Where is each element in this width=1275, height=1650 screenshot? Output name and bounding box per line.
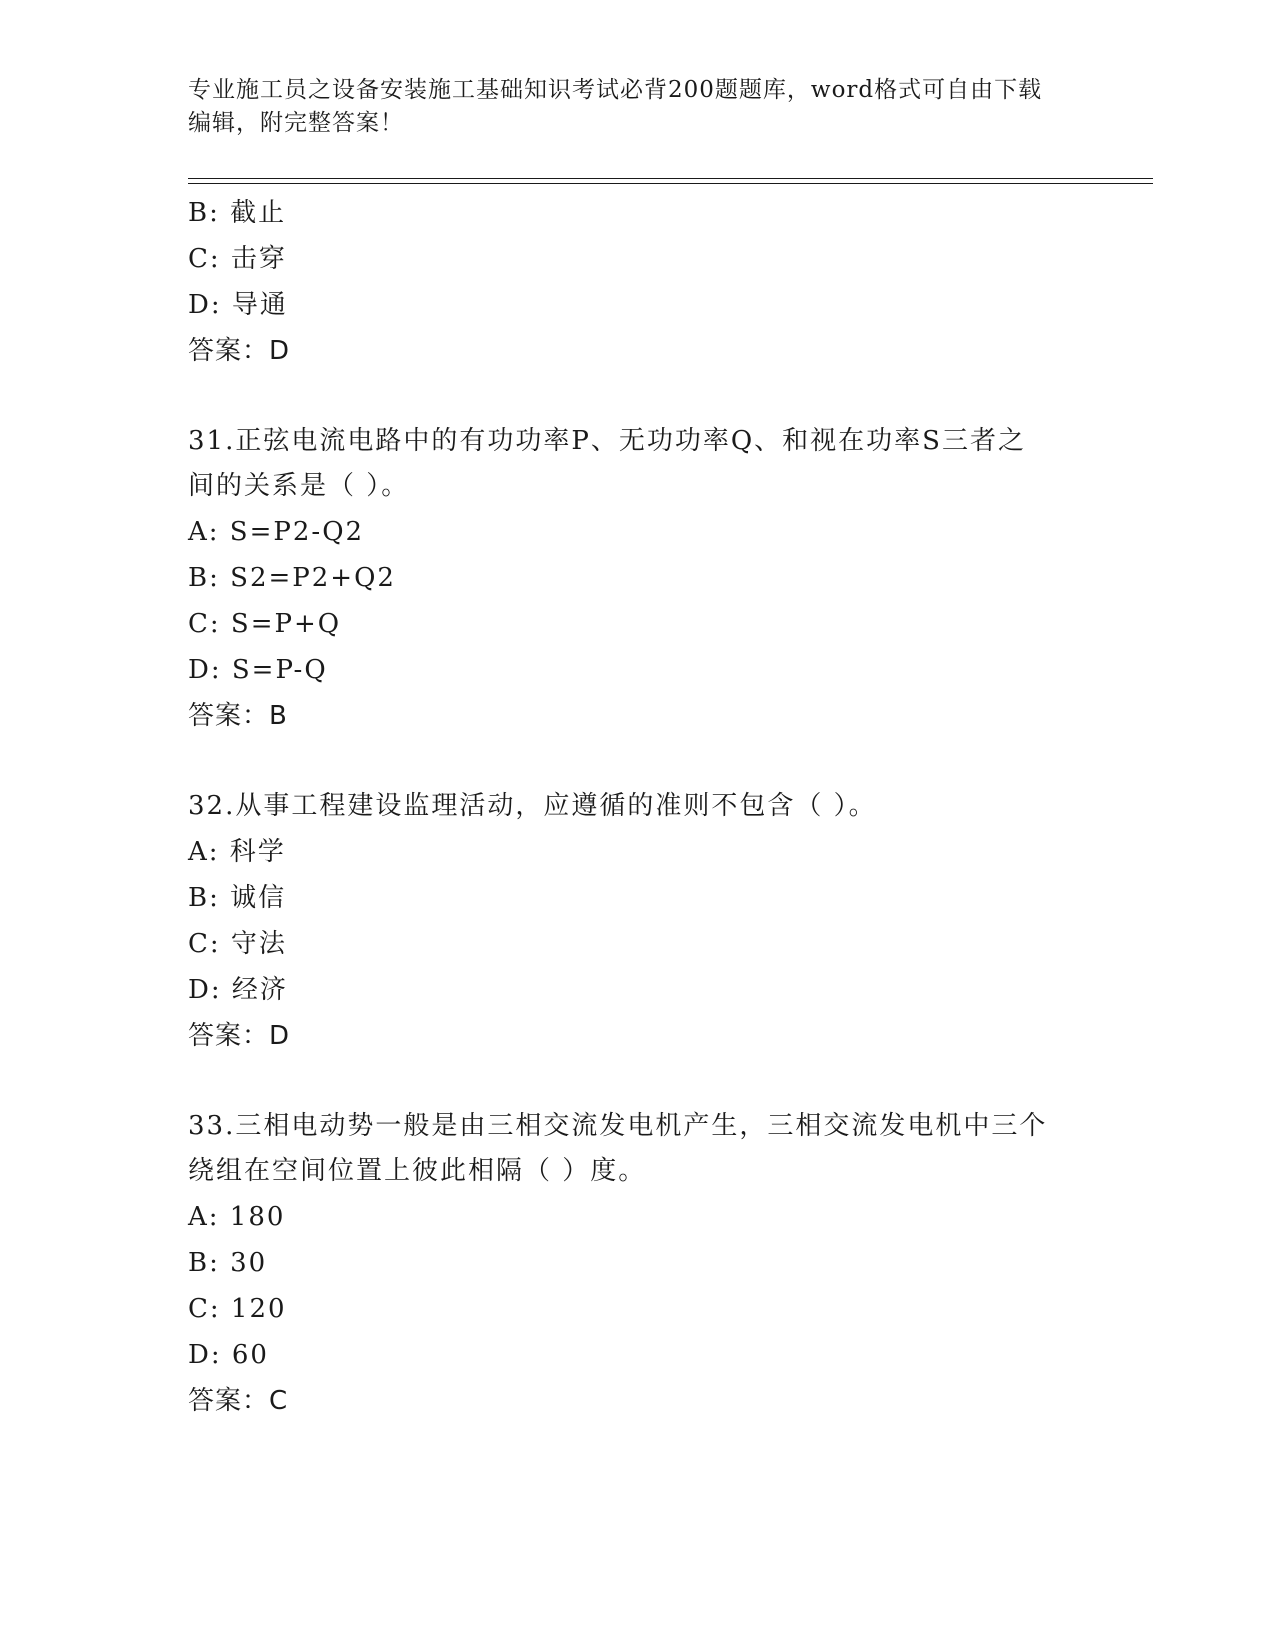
option-b: B: 截止	[188, 198, 287, 228]
question-32	[188, 784, 1088, 1059]
header-title-line-1: 专业施工员之设备安装施工基础知识考试必背200题题库，word格式可自由下载	[188, 77, 1043, 103]
document-header	[188, 74, 1068, 140]
option-a: A: 科学	[188, 837, 286, 867]
option-b: B: S2=P2+Q2	[188, 563, 396, 593]
option-d: D: S=P-Q	[188, 655, 328, 685]
question-text	[188, 419, 1088, 509]
question-text	[188, 784, 1088, 829]
answer-line: 答案：B	[188, 701, 288, 731]
option-a: A: S=P2-Q2	[188, 517, 365, 547]
question-text	[188, 1104, 1088, 1194]
question-text-line: 31.正弦电流电路中的有功功率P、无功功率Q、和视在功率S三者之	[188, 426, 1026, 456]
option-c: C: S=P+Q	[188, 609, 342, 639]
question-33	[188, 1104, 1088, 1424]
question-text-line: 33.三相电动势一般是由三相交流发电机产生，三相交流发电机中三个	[188, 1111, 1048, 1141]
header-divider-bottom	[188, 183, 1153, 184]
header-divider-top	[188, 178, 1153, 179]
option-d: D: 导通	[188, 290, 288, 320]
option-c: C: 击穿	[188, 244, 287, 274]
question-text-line: 间的关系是（ ）。	[188, 471, 410, 501]
option-d: D: 经济	[188, 975, 288, 1005]
answer-line: 答案：D	[188, 336, 291, 366]
option-c: C: 120	[188, 1294, 287, 1324]
question-text-line: 32.从事工程建设监理活动，应遵循的准则不包含（ ）。	[188, 791, 877, 821]
option-c: C: 守法	[188, 929, 287, 959]
option-a: A: 180	[188, 1202, 286, 1232]
question-list	[188, 190, 1088, 1424]
question-30-tail	[188, 190, 1088, 374]
question-text-line: 绕组在空间位置上彼此相隔（ ）度。	[188, 1156, 647, 1186]
option-d: D: 60	[188, 1340, 269, 1370]
question-31	[188, 419, 1088, 739]
header-title-line-2: 编辑，附完整答案！	[188, 110, 404, 136]
answer-line: 答案：C	[188, 1386, 289, 1416]
option-b: B: 诚信	[188, 883, 287, 913]
option-b: B: 30	[188, 1248, 268, 1278]
answer-line: 答案：D	[188, 1021, 291, 1051]
